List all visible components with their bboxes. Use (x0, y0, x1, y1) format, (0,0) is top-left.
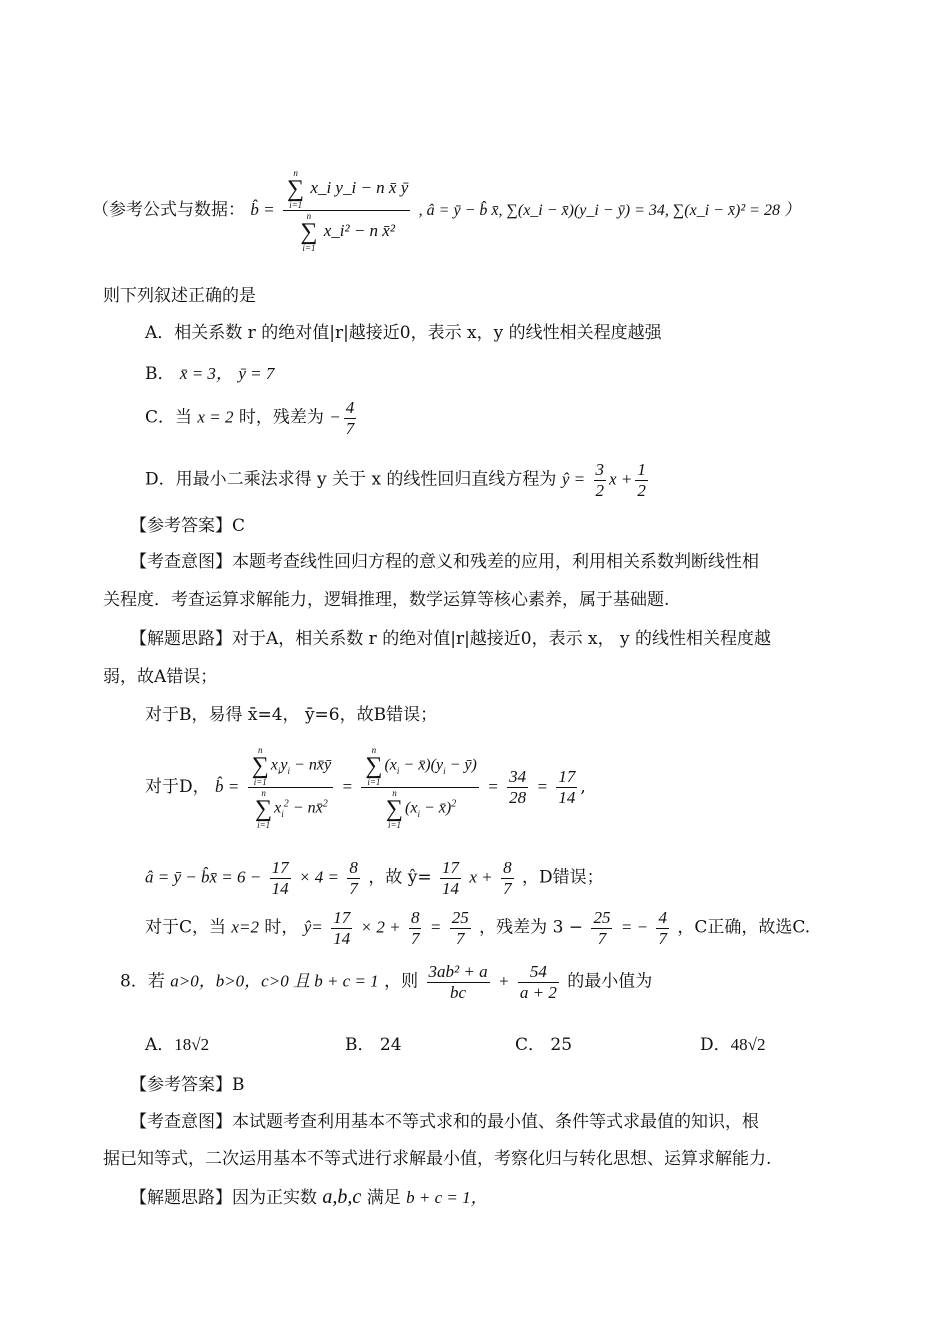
b-hat-fraction: n ∑ i=1 x_i y_i − n x̄ ȳ n ∑ i=1 x_i² − n x̄² (283, 168, 410, 253)
q7-solution-line-1: 【解题思路】对于A，相关系数 r 的绝对值|r|越接近0，表示 x， y 的线性相关程度越 (130, 629, 772, 649)
q8-intent-line-1: 【考查意图】本试题考查利用基本不等式求和的最小值、条件等式求最值的知识，根 (130, 1112, 759, 1132)
q7-solution-a-hat: â = ȳ − b̂x̄ = 6 − $\frac{17}{14}$ × 4 = $\frac{8}{7}$ ，故 ŷ= $\frac{17}{14}$ x + $\frac{8}{7}$ ，D错误； (145, 858, 604, 898)
q7-option-a: A．相关系数 r 的绝对值|r|越接近0，表示 x，y 的线性相关程度越强 (145, 323, 662, 343)
q7-option-b: B． x̄ = 3， ȳ = 7 (145, 364, 275, 384)
q7-solution-line-2: 弱，故A错误； (103, 667, 218, 687)
q7-solution-b: 对于B，易得 x̄=4， ȳ=6，故B错误； (145, 705, 438, 725)
q8-solution-line-1: 【解题思路】因为正实数 a,b,c 满足 b + c = 1， (130, 1186, 488, 1208)
q7-intent-line-2: 关程度．考查运算求解能力，逻辑推理，数学运算等核心素养，属于基础题. (103, 590, 670, 610)
q8-answer: 【参考答案】B (130, 1075, 245, 1095)
q8-option-d: D．48√2 (700, 1035, 766, 1055)
q7-solution-c: 对于C，当 x=2 时， ŷ= $\frac{17}{14}$ × 2 + $\frac{8}{7}$ = $\frac{25}{7}$ ，残差为 3 − $\frac{25}{7}$ = − $\frac{4}{7}$ ，C正确，故选C. (145, 908, 811, 948)
q7-solution-d: 对于D， b̂ = n ∑ i=1 $x_iy_i$ − nx̄ȳ n ∑ i=1 $x_i^2$ − nx̄$^2$ = n ∑ i=1 ($x_i$ − $x̄)(y_i$ − ȳ) n ∑ i=1 ($x_i$ − x̄)$^2$ = $\frac{34}{28}$ = $\frac{17}{14}$ , (145, 745, 586, 830)
b-hat-denominator: x_i² − n x̄² (323, 220, 395, 240)
formula-prefix: （参考公式与数据： (92, 200, 245, 220)
q7-answer: 【参考答案】C (130, 516, 246, 536)
q7-intent-line-1: 【考查意图】本题考查线性回归方程的意义和残差的应用，利用相关系数判断线性相 (130, 552, 759, 572)
q8-intent-line-2: 据已知等式，二次运用基本不等式进行求解最小值，考察化归与转化思想、运算求解能力. (103, 1149, 772, 1169)
q8-option-a: A．18√2 (145, 1035, 210, 1055)
q8-stem: 8．若 a>0，b>0，c>0 且 b + c = 1 ，则 $\frac{\text{3ab² + a}}{bc}$ + $\frac{54}{a + 2}$ 的最小值为 (120, 962, 653, 1002)
formula-rest: , â = ȳ − b̂ x̄, ∑(x_i − x̄)(y_i − ȳ) = 34, ∑(x_i − x̄)² = 28 ） (418, 202, 800, 219)
b-hat-label: b̂ = (250, 200, 275, 219)
q8-option-b: B． 24 (345, 1035, 402, 1055)
q8-option-c: C． 25 (515, 1035, 573, 1055)
q7-option-c: C．当 x = 2 时，残差为 − $\frac{4}{7}$ (145, 398, 355, 438)
b-hat-numerator: x_i y_i − n x̄ ȳ (310, 177, 409, 197)
q7-option-d: D．用最小二乘法求得 y 关于 x 的线性回归直线方程为 ŷ = $\frac{3}{2}$ x + $\frac{1}{2}$ (145, 460, 646, 500)
reference-formula (92, 168, 800, 253)
q7-stem: 则下列叙述正确的是 (103, 286, 256, 306)
